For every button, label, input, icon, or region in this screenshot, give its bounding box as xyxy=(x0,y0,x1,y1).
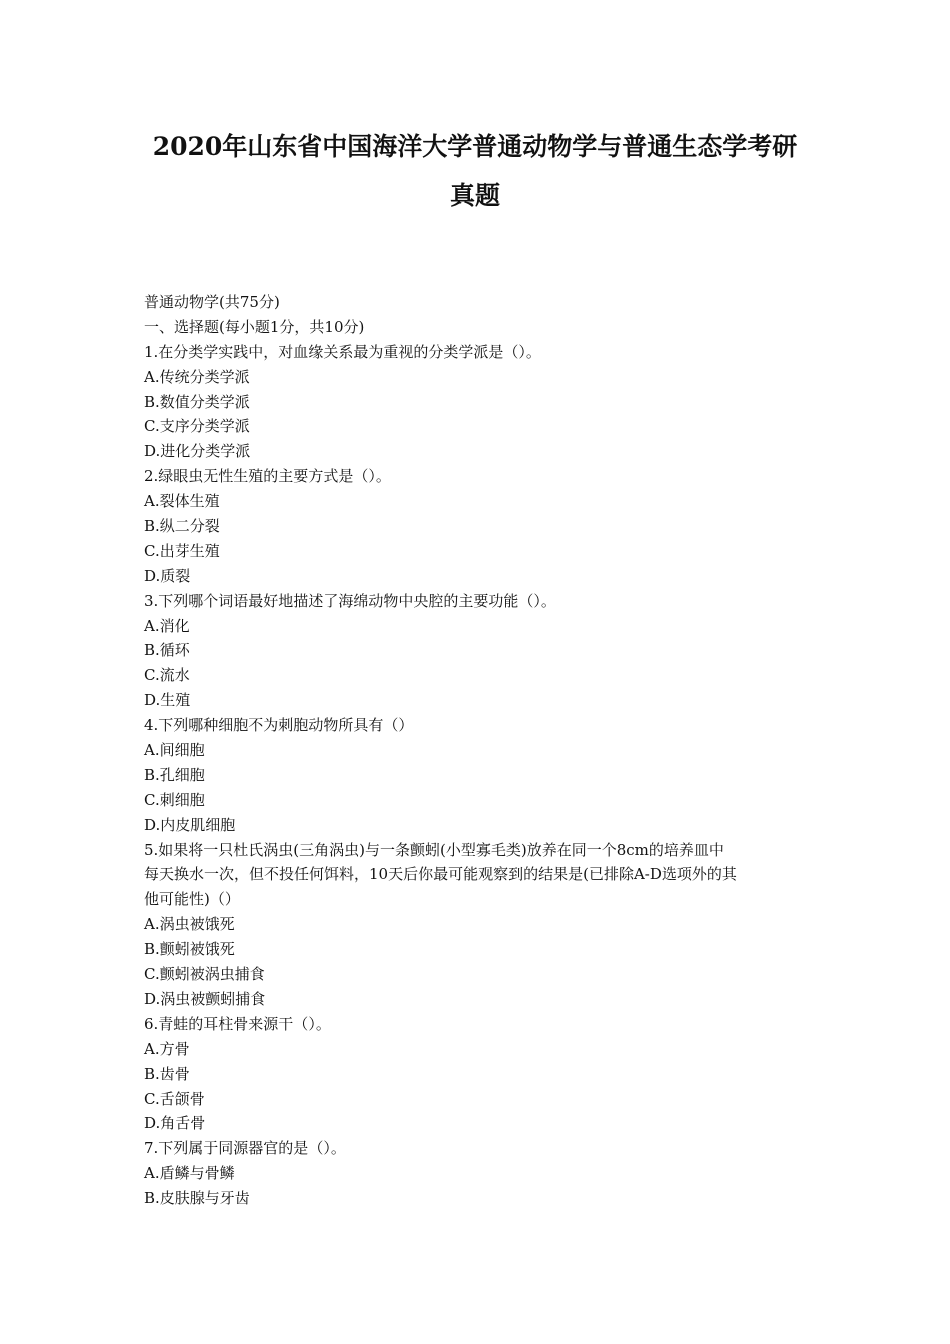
option: B.循环 xyxy=(144,641,190,660)
option: D.角舌骨 xyxy=(144,1114,206,1133)
question-stem: 2.绿眼虫无性生殖的主要方式是（）。 xyxy=(144,467,391,486)
question-stem-line: 每天换水一次，但不投任何饵料，10天后你最可能观察到的结果是(已排除A-D选项外的其 xyxy=(144,865,737,884)
option: D.进化分类学派 xyxy=(144,442,251,461)
option: C.出芽生殖 xyxy=(144,541,220,560)
option: A.消化 xyxy=(144,616,190,635)
document-title-line-1: 2020年山东省中国海洋大学普通动物学与普通生态学考研 xyxy=(152,132,798,161)
option: D.内皮肌细胞 xyxy=(144,815,236,834)
option: D.质裂 xyxy=(144,566,191,585)
option: A.涡虫被饿死 xyxy=(144,915,235,934)
option: B.数值分类学派 xyxy=(144,392,250,411)
option: C.流水 xyxy=(144,666,190,685)
question-stem: 3.下列哪个词语最好地描述了海绵动物中央腔的主要功能（）。 xyxy=(144,591,556,610)
option: A.盾鳞与骨鳞 xyxy=(144,1164,235,1183)
question-stem: 6.青蛙的耳柱骨来源干（）。 xyxy=(144,1014,331,1033)
option: D.生殖 xyxy=(144,691,191,710)
option: D.涡虫被颤蚓捕食 xyxy=(144,989,266,1008)
option: B.孔细胞 xyxy=(144,765,205,784)
option: C.颤蚓被涡虫捕食 xyxy=(144,965,265,984)
option: A.方骨 xyxy=(144,1039,190,1058)
option: C.支序分类学派 xyxy=(144,417,250,436)
option: B.齿骨 xyxy=(144,1064,190,1083)
option: A.裂体生殖 xyxy=(144,492,220,511)
part-heading: 一、选择题(每小题1分，共10分) xyxy=(144,317,365,336)
document-title-line-2: 真题 xyxy=(449,181,500,210)
question-stem-line: 他可能性)（） xyxy=(144,890,240,909)
question-stem: 4.下列哪种细胞不为刺胞动物所具有（） xyxy=(144,716,414,735)
document-body xyxy=(144,290,814,1211)
option: C.刺细胞 xyxy=(144,790,205,809)
option: C.舌颌骨 xyxy=(144,1089,205,1108)
option: A.传统分类学派 xyxy=(144,367,250,386)
question-stem: 1.在分类学实践中，对血缘关系最为重视的分类学派是（）。 xyxy=(144,342,541,361)
option: B.颤蚓被饿死 xyxy=(144,940,235,959)
option: A.间细胞 xyxy=(144,741,205,760)
option: B.纵二分裂 xyxy=(144,517,220,536)
question-stem: 7.下列属于同源器官的是（）。 xyxy=(144,1139,346,1158)
question-stem-line: 5.如果将一只杜氏涡虫(三角涡虫)与一条颤蚓(小型寡毛类)放养在同一个8cm的培养皿中 xyxy=(144,840,724,859)
section-heading: 普通动物学(共75分) xyxy=(144,293,280,311)
option: B.皮肤腺与牙齿 xyxy=(144,1189,250,1208)
